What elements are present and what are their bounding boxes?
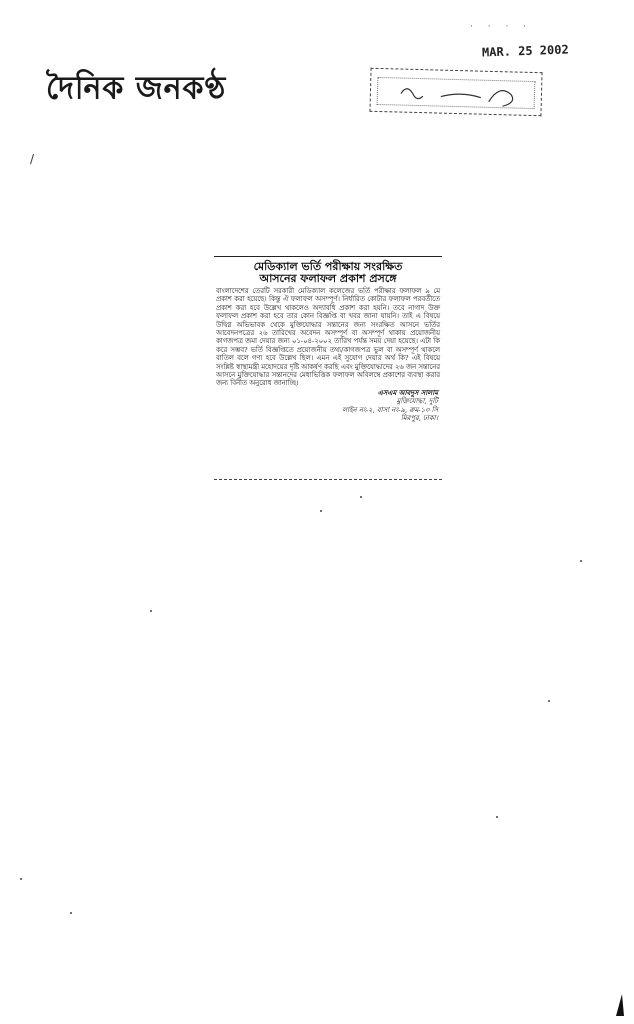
clipping-body-text: বাংলাদেশের তেরটি সরকারী মেডিক্যাল কলেজের ভর্তি পরীক্ষার ফলাফল ৯ মে প্রকাশ করা হয়েছে। কিন্তু ঐ ফলাফল অসম্পূর্ণ। নির্ধারিত কোটার ফলাফল পরবর্তীতে প্রকাশ করা হবে উল্লেখ থাকলেও অদ্যাবধি প্রকাশ করা হয়নি। তবে নাগাদ উক্ত ফলাফল প্রকাশ করা হবে তার কোন বিজ্ঞপ্তি বা খবর জানা যায়নি। তাই এ বিষয়ে উদ্বিগ্ন অভিভাবক থেকে মুক্তিযোদ্ধার সন্তানের জন্য সংরক্ষিত আসনে ভর্তির আবেদনপত্রের ২৬ তারিখের অবেদন অসম্পূর্ণ বা অসম্পূর্ণ থাকায় প্রয়োজনীয় কাগজপত্র জমা দেয়ার জন্য ০১-০৪-২০০২ তারিখ পর্যন্ত সময় দেয়া হয়েছে। এটা কি করে সম্ভব? ভর্তি বিজ্ঞপ্তিতে প্রয়োজনীয় তথ্য/কাগজপত্র ভুল বা অসম্পূর্ণ থাকলে বাতিল বলে গণ্য হবে উল্লেখ ছিল। এমন এই সুযোগ দেয়ার অর্থ কি? এই বিষয়ে সংশ্লিষ্ট স্বাস্থ্যমন্ত্রী মহোদয়ের দৃষ্টি আকর্ষণ করছি এবং মুক্তিযোদ্ধাদের ২৬ জন সন্তানের আসনে মুক্তিযোদ্ধার সন্তানদের মেধাভিত্তিক ফলাফল অবিলম্বে প্রকাশের ব্যবস্থা করার জন্য বিনীত অনুরোধ জানাচ্ছি। [216,287,440,388]
scan-speck [548,700,550,702]
news-clipping [214,256,442,480]
scan-speck [150,610,152,612]
date-stamp: MAR. 25 2002 [481,42,569,60]
headline-line-2: আসনের ফলাফল প্রকাশ প্রসঙ্গে [259,272,397,285]
signature-title: মুক্তিযোদ্ধা, দুটি [396,397,438,406]
signature-address-1: লাইন নং-২, বাসা নং-৯, রুম-১৩ সি [342,405,438,414]
clipping-top-rule [214,256,442,257]
margin-pen-mark: / [30,152,35,166]
clipping-headline [216,261,440,285]
headline-line-1: মেডিক্যাল ভর্তি পরীক্ষায় সংরক্ষিত [253,260,403,273]
scan-speck [360,496,362,498]
scan-noise-dots: · · · · [470,22,533,32]
newspaper-masthead: দৈনিক জনকণ্ঠ [46,70,227,107]
signature-name: এসএম আবদুস সালাম [377,388,438,397]
scan-corner-mark [616,994,624,1016]
scan-speck [496,816,498,818]
scan-speck [70,912,72,914]
archive-stamp [369,68,542,116]
scan-speck [20,878,22,880]
letter-signature [214,389,438,423]
scan-speck [320,510,322,512]
signature-address-2: মিরপুর, ঢাকা। [400,414,438,423]
stamp-handwriting-mark [370,69,541,115]
scan-speck [580,560,582,562]
clipping-bottom-rule [214,479,442,480]
